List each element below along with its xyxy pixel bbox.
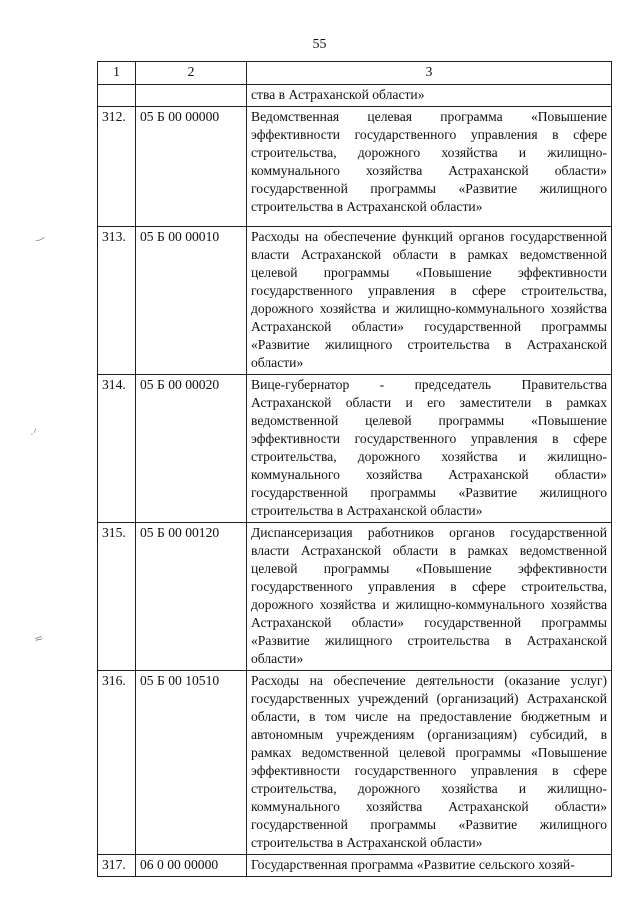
table-row bbox=[98, 523, 612, 671]
row-number: 312. bbox=[98, 107, 136, 227]
row-text: Расходы на обеспечение функций органов государственной власти Астраханской области в рамках ведомственной целевой программы «Повышение эффективности государственного управления в сфере строительства, дорожного хозяйства и жилищно-коммунального хозяйства Астраханской области» государственной программы «Развитие жилищного строительства в Астраханской области» bbox=[247, 227, 612, 375]
table-row bbox=[98, 227, 612, 375]
row-code: 06 0 00 00000 bbox=[136, 855, 247, 877]
table-row bbox=[98, 671, 612, 855]
header-col-2: 2 bbox=[136, 62, 247, 85]
header-col-1: 1 bbox=[98, 62, 136, 85]
row-code: 05 Б 00 00010 bbox=[136, 227, 247, 375]
scan-mark: ‿ bbox=[32, 227, 45, 243]
page-number: 55 bbox=[312, 37, 327, 52]
row-text: Государственная программа «Развитие сельского хозяй- bbox=[247, 855, 612, 877]
table-row-continuation bbox=[98, 85, 612, 107]
row-text: Вице-губернатор - председатель Правительства Астраханской области и его заместители в рамках ведомственной целевой программы «Повышение эффективности государственного управления в сфере строительства, дорожного хозяйства и жилищно-коммунального хозяйства Астраханской области» государственной программы «Развитие жилищного строительства в Астраханской области» bbox=[247, 375, 612, 523]
table-row bbox=[98, 375, 612, 523]
row-number: 317. bbox=[98, 855, 136, 877]
table-header-row bbox=[98, 62, 612, 85]
row-text: Диспансеризация работников органов государственной власти Астраханской области в рамках ведомственной целевой программы «Повышение эффективности государственного управления в сфере строительства, дорожного хозяйства и жилищно-коммунального хозяйства Астраханской области» государственной программы «Развитие жилищного строительства в Астраханской области» bbox=[247, 523, 612, 671]
row-code: 05 Б 00 00120 bbox=[136, 523, 247, 671]
row-text: ства в Астраханской области» bbox=[247, 85, 612, 107]
row-number: 314. bbox=[98, 375, 136, 523]
row-code: 05 Б 00 00000 bbox=[136, 107, 247, 227]
row-text: Ведомственная целевая программа «Повышение эффективности государственного управления в сфере строительства, дорожного хозяйства и жилищно-коммунального хозяйства Астраханской области» государственной программы «Развитие жилищного строительства в Астраханской области» bbox=[247, 107, 612, 227]
scan-mark: ·ᐟ bbox=[28, 426, 41, 442]
table-row bbox=[98, 855, 612, 877]
row-number bbox=[98, 85, 136, 107]
row-code bbox=[136, 85, 247, 107]
row-text: Расходы на обеспечение деятельности (оказание услуг) государственных учреждений (организаций) Астраханской области, в том числе на предоставление бюджетным и автономным учреждениям (организациям) субсидий, в рамках ведомственной целевой программы «Повышение эффективности государственного управления в сфере строительства, дорожного хозяйства и жилищно-коммунального хозяйства Астраханской области» государственной программы «Развитие жилищного строительства в Астраханской области» bbox=[247, 671, 612, 855]
row-code: 05 Б 00 00020 bbox=[136, 375, 247, 523]
scan-mark: ≂ bbox=[32, 631, 46, 647]
row-number: 315. bbox=[98, 523, 136, 671]
row-number: 316. bbox=[98, 671, 136, 855]
row-code: 05 Б 00 10510 bbox=[136, 671, 247, 855]
table-row bbox=[98, 107, 612, 227]
classification-table bbox=[97, 61, 612, 877]
row-number: 313. bbox=[98, 227, 136, 375]
header-col-3: 3 bbox=[247, 62, 612, 85]
